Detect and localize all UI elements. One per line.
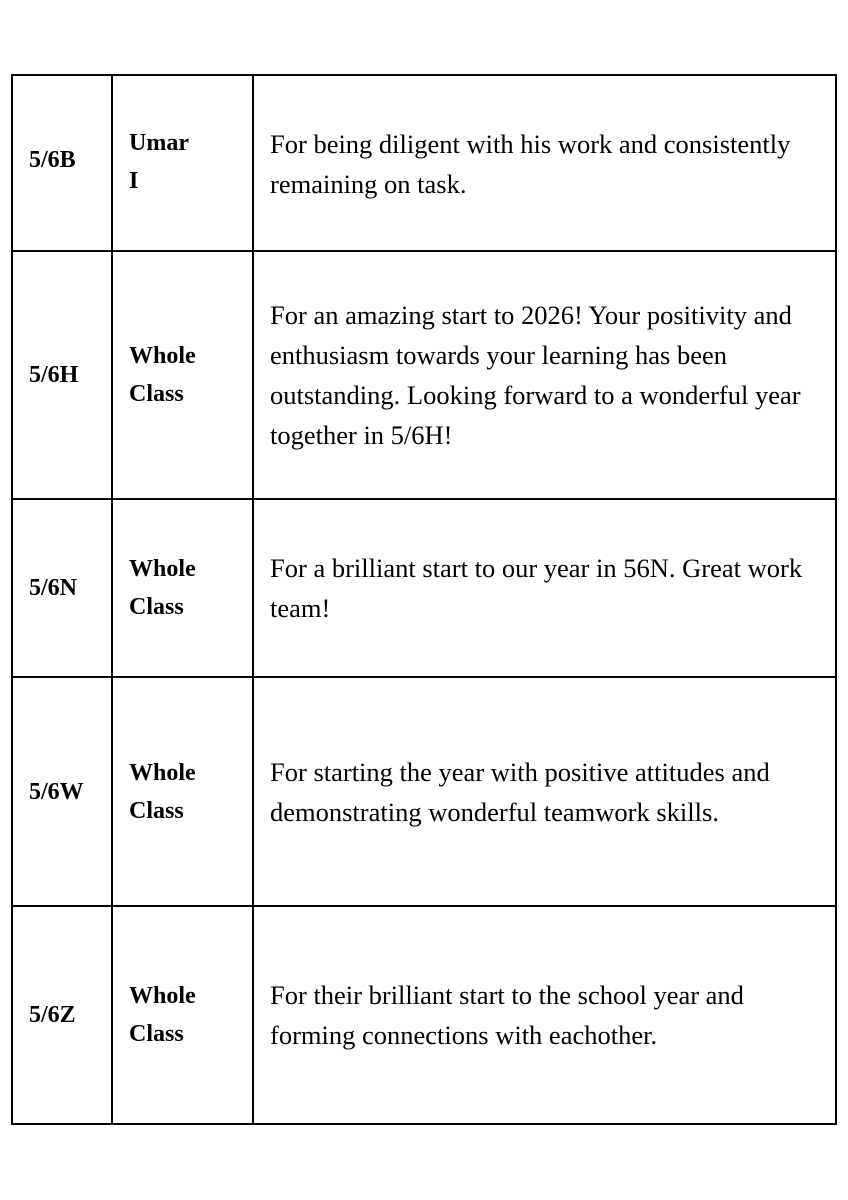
student-name-line: Whole — [129, 759, 196, 786]
class-cell: 5/6W — [12, 677, 112, 906]
student-name-line: I — [129, 168, 139, 194]
reason-cell: For an amazing start to 2026! Your positivity and enthusiasm towards your learning has been outstanding. Looking forward to a wonderful year together in 5/6H! — [253, 251, 836, 499]
class-cell: 5/6Z — [12, 906, 112, 1124]
table-row — [12, 75, 836, 251]
class-cell: 5/6B — [12, 75, 112, 251]
student-name-line: Class — [129, 381, 184, 407]
student-cell — [112, 677, 253, 906]
student-name-line: Whole — [129, 343, 196, 369]
table-row — [12, 906, 836, 1124]
student-cell — [112, 906, 253, 1124]
class-cell: 5/6N — [12, 499, 112, 677]
table-row — [12, 251, 836, 499]
student-name-line: Whole — [129, 983, 196, 1009]
class-cell: 5/6H — [12, 251, 112, 499]
student-name-line: Class — [129, 594, 184, 620]
student-cell — [112, 75, 253, 251]
reason-cell: For their brilliant start to the school year and forming connections with eachother. — [253, 906, 836, 1124]
table-row — [12, 677, 836, 906]
student-name-line: Whole — [129, 556, 196, 582]
student-cell — [112, 251, 253, 499]
table-row — [12, 499, 836, 677]
awards-table — [11, 74, 837, 1125]
student-name-line: Class — [129, 797, 184, 824]
student-name-line: Class — [129, 1021, 184, 1047]
reason-cell: For a brilliant start to our year in 56N. Great work team! — [253, 499, 836, 677]
reason-cell: For being diligent with his work and consistently remaining on task. — [253, 75, 836, 251]
student-name-line: Umar — [129, 130, 189, 156]
reason-cell: For starting the year with positive attitudes and demonstrating wonderful teamwork skills. — [253, 677, 836, 906]
student-cell — [112, 499, 253, 677]
